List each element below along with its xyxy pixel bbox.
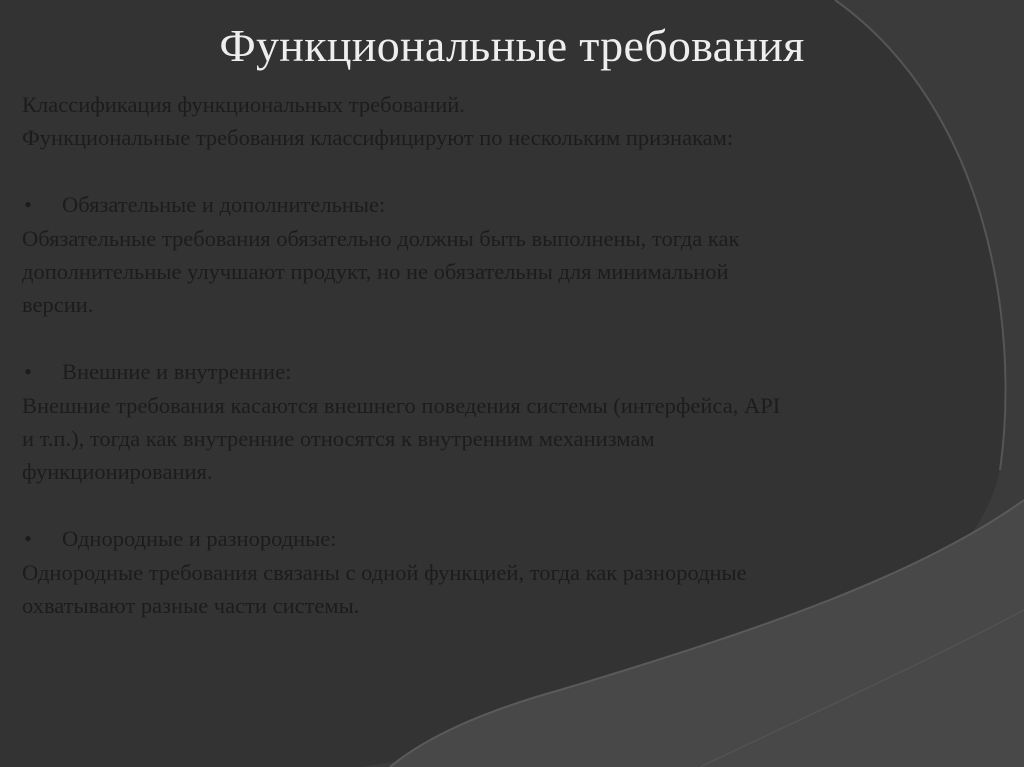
bullet-heading-text: Обязательные и дополнительные:	[62, 192, 386, 218]
spacer	[22, 322, 992, 355]
section-text-line: функционирования.	[22, 459, 213, 485]
spacer	[22, 489, 992, 522]
section-text-line: Обязательные требования обязательно должны быть выполнены, тогда как	[22, 225, 740, 251]
section-text-line: Внешние требования касаются внешнего поведения системы (интерфейса, API	[22, 392, 781, 418]
intro-line: Классификация функциональных требований.	[22, 92, 465, 117]
bullet-heading	[22, 522, 992, 555]
section-text-line: дополнительные улучшают продукт, но не обязательны для минимальной	[22, 259, 729, 285]
section-text-line: Однородные требования связаны с одной функцией, тогда как разнородные	[22, 559, 747, 585]
bullet-icon: •	[24, 359, 32, 385]
bullet-heading	[22, 188, 992, 221]
slide-title: Функциональные требования	[219, 20, 805, 71]
bullet-icon: •	[24, 192, 32, 218]
bullet-heading	[22, 355, 992, 388]
bullet-heading-text: Однородные и разнородные:	[62, 526, 337, 552]
bullet-icon: •	[24, 526, 32, 552]
section-text-line: охватывают разные части системы.	[22, 593, 360, 619]
section-text-line: версии.	[22, 292, 94, 318]
intro-line: Функциональные требования классифицируют по нескольким признакам:	[22, 125, 734, 151]
section-text-line: и т.п.), тогда как внутренние относятся к внутренним механизмам	[22, 426, 655, 452]
slide-body	[22, 88, 992, 622]
spacer	[22, 155, 992, 188]
bullet-heading-text: Внешние и внутренние:	[62, 359, 292, 385]
